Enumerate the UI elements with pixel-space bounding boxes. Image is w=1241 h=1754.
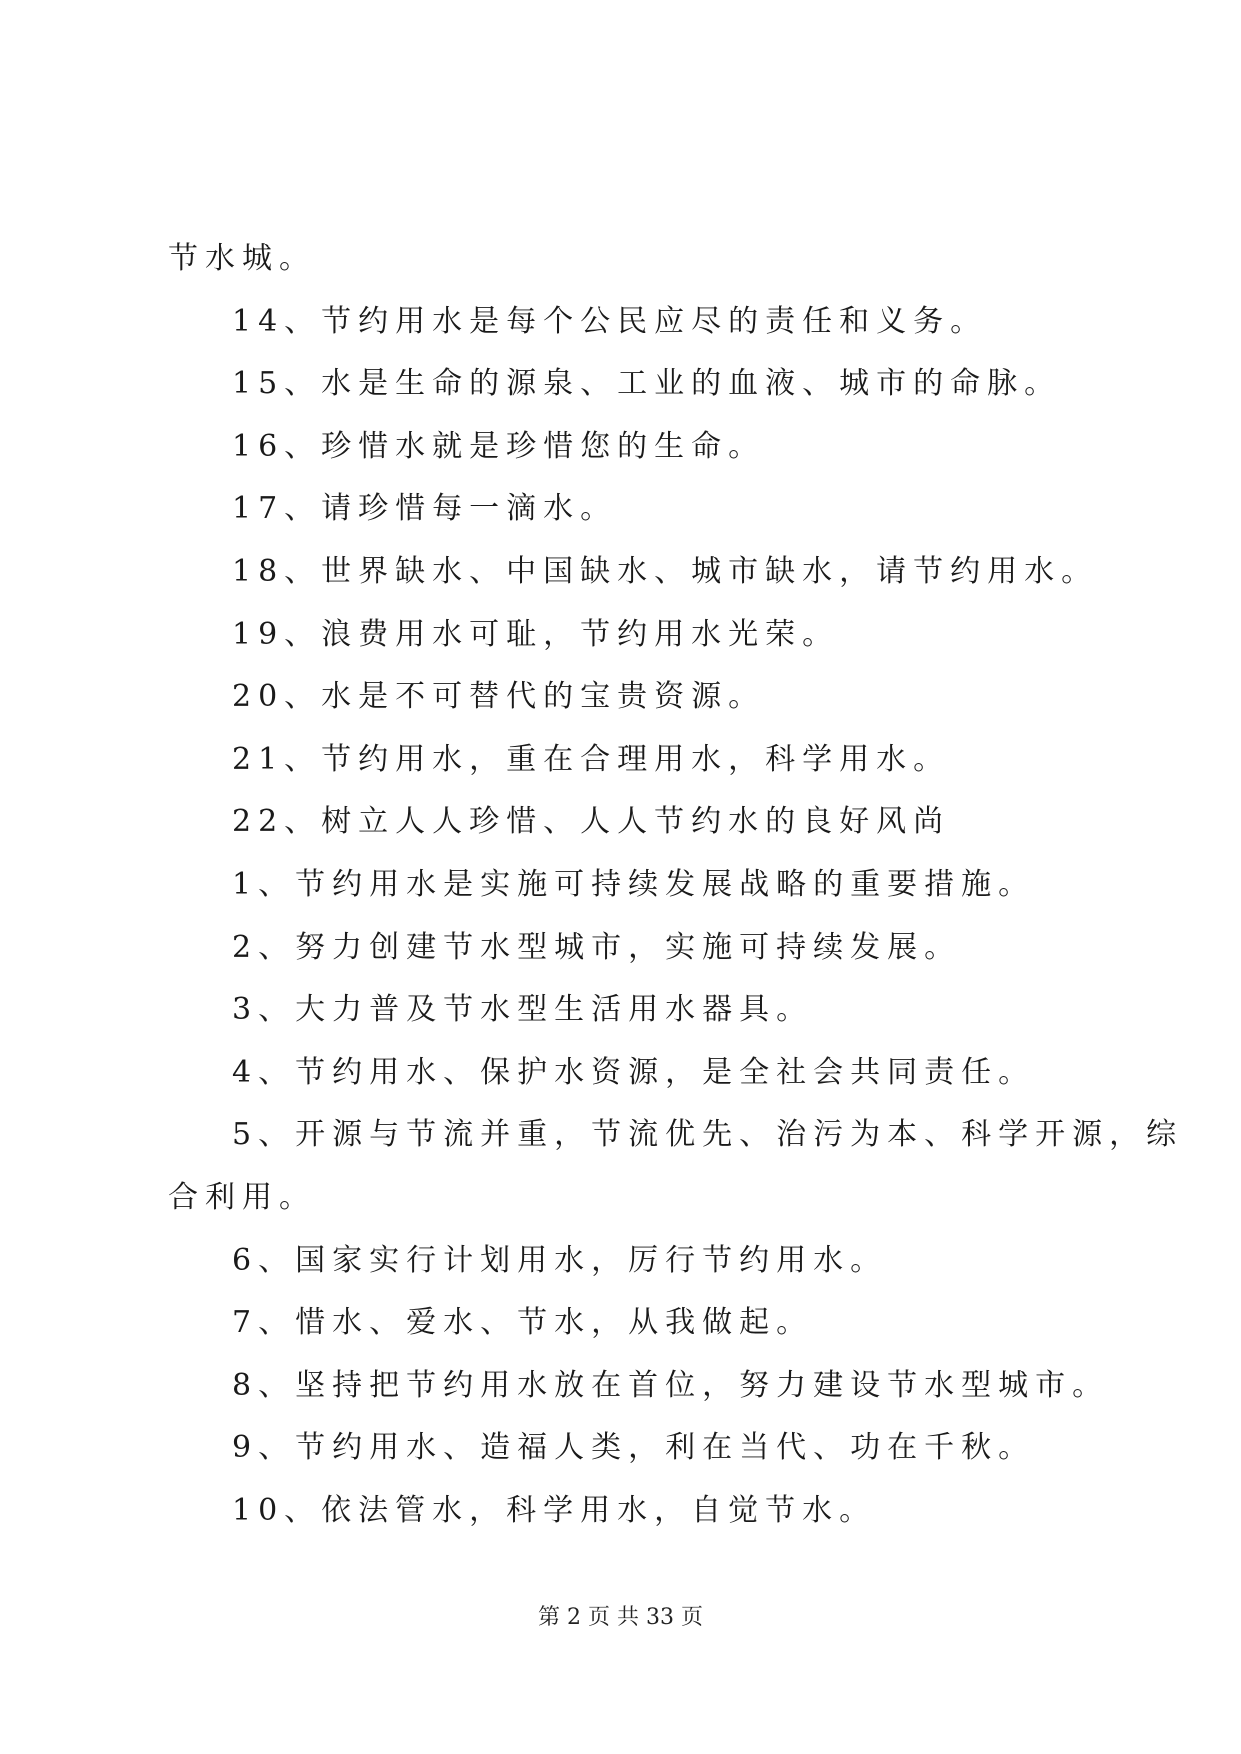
- slogan-2: 2、努力创建节水型城市，实施可持续发展。: [232, 929, 962, 965]
- slogan-16: 16、珍惜水就是珍惜您的生命。: [232, 428, 766, 464]
- slogan-3: 3、大力普及节水型生活用水器具。: [232, 992, 814, 1028]
- slogan-5-continuation: 合利用。: [168, 1179, 316, 1215]
- slogan-10: 10、依法管水，科学用水，自觉节水。: [232, 1492, 877, 1528]
- slogan-7: 7、惜水、爱水、节水，从我做起。: [232, 1305, 814, 1341]
- slogan-18: 18、世界缺水、中国缺水、城市缺水，请节约用水。: [232, 553, 1099, 589]
- slogan-20: 20、水是不可替代的宝贵资源。: [232, 679, 766, 715]
- slogan-17: 17、请珍惜每一滴水。: [232, 491, 618, 527]
- slogan-5: 5、开源与节流并重，节流优先、治污为本、科学开源，综: [232, 1117, 1184, 1153]
- slogan-9: 9、节约用水、造福人类，利在当代、功在千秋。: [232, 1430, 1036, 1466]
- slogan-1: 1、节约用水是实施可持续发展战略的重要措施。: [232, 866, 1036, 902]
- slogan-4: 4、节约用水、保护水资源，是全社会共同责任。: [232, 1054, 1036, 1090]
- slogan-6: 6、国家实行计划用水，厉行节约用水。: [232, 1242, 888, 1278]
- slogan-8: 8、坚持把节约用水放在首位，努力建设节水型城市。: [232, 1367, 1110, 1403]
- page-number-footer: 第 2 页 共 33 页: [538, 1605, 703, 1630]
- paragraph-continuation: 节水城。: [168, 241, 316, 276]
- document-body: [168, 228, 1184, 1542]
- slogan-21: 21、节约用水，重在合理用水，科学用水。: [232, 741, 951, 777]
- slogan-19: 19、浪费用水可耻，节约用水光荣。: [232, 616, 840, 652]
- slogan-22: 22、树立人人珍惜、人人节约水的良好风尚: [232, 804, 951, 840]
- slogan-15: 15、水是生命的源泉、工业的血液、城市的命脉。: [232, 366, 1062, 402]
- slogan-14: 14、节约用水是每个公民应尽的责任和义务。: [232, 303, 988, 339]
